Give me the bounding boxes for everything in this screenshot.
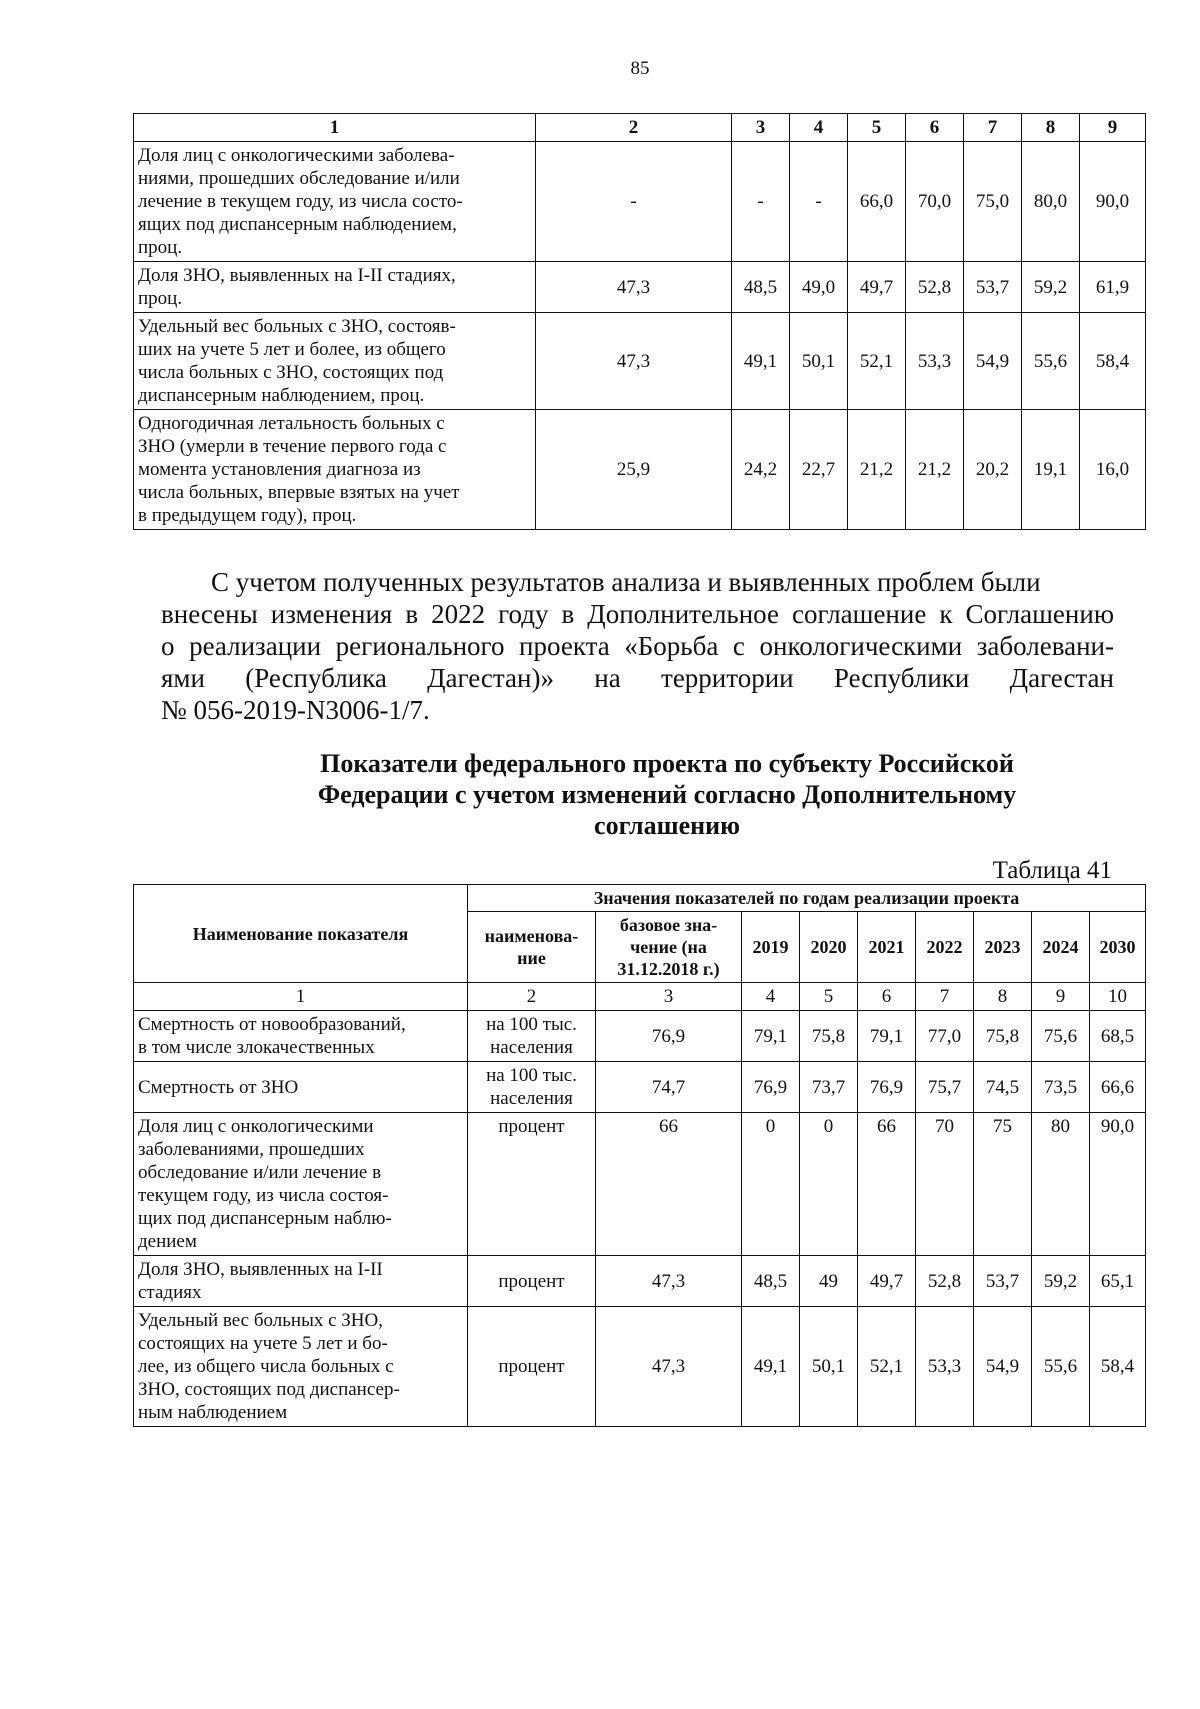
text-line: Доля лиц с онкологическими [138,1116,374,1137]
text-line: в том числе злокачественных [138,1037,375,1058]
base-value: 74,7 [596,1062,742,1113]
paragraph-line: ями (Республика Дагестан)» на территории Республики Дагестан [161,663,1114,693]
column-number: 5 [848,114,906,142]
value-cell: 52,1 [848,313,906,410]
text-line: ным наблюдением [138,1402,288,1423]
unit-cell: процент [468,1307,596,1427]
value-cell: 80,0 [1022,142,1080,262]
value-cell: 75,0 [964,142,1022,262]
indicator-name [134,313,536,410]
paragraph-line: внесены изменения в 2022 году в Дополнительное соглашение к Соглашению [161,599,1114,629]
text-line: заболеваниями, прошедших [138,1139,365,1160]
text-line: лечение в текущем году, из числа состо- [138,191,463,212]
base-value: 76,9 [596,1011,742,1062]
value-cell: 50,1 [800,1307,858,1427]
header-year: 2024 [1032,912,1090,983]
value-cell: 73,5 [1032,1062,1090,1113]
value-cell: 79,1 [742,1011,800,1062]
column-number: 9 [1080,114,1146,142]
value-cell: 76,9 [858,1062,916,1113]
value-cell: 0 [742,1113,800,1256]
value-cell: - [732,142,790,262]
text-line: проц. [138,288,183,309]
table-row [134,313,1146,410]
value-cell: 48,5 [732,262,790,313]
column-number: 8 [1022,114,1080,142]
header-group: Значения показателей по годам реализации проекта [468,885,1146,912]
paragraph-line: № 056-2019-N3006-1/7. [161,695,430,725]
value-cell: 21,2 [848,410,906,530]
text-line: в предыдущем году), проц. [138,505,357,526]
value-cell: 25,9 [536,410,732,530]
paragraph-line: о реализации регионального проекта «Борьба с онкологическими заболевани- [161,631,1114,661]
text-line: текущем году, из числа состоя- [138,1185,389,1206]
unit-cell [468,1011,596,1062]
title-line: Показатели федерального проекта по субъекту Российской [320,749,1014,778]
text-line: числа больных с ЗНО, состоящих под [138,362,444,383]
text-line: момента установления диагноза из [138,459,421,480]
text-line: ЗНО, состоящих под диспансер- [138,1379,400,1400]
indicator-name [134,1256,468,1307]
value-cell: 19,1 [1022,410,1080,530]
value-cell: 77,0 [916,1011,974,1062]
text-line: щих под диспансерным наблю- [138,1208,392,1229]
header-line: 31.12.2018 г.) [617,959,720,979]
indicator-name [134,1011,468,1062]
section-title [200,748,1134,841]
text-line: проц. [138,237,183,258]
header-year: 2019 [742,912,800,983]
body-paragraph [161,566,1114,726]
table-row [134,142,1146,262]
value-cell: 53,7 [974,1256,1032,1307]
indicator-name [134,142,536,262]
table-row [134,262,1146,313]
value-cell: 59,2 [1032,1256,1090,1307]
federal-project-indicators-table [133,884,1146,1427]
text-line: ших на учете 5 лет и более, из общего [138,339,446,360]
title-line: Федерации с учетом изменений согласно Дополнительному [317,780,1017,809]
unit-cell [468,1062,596,1113]
indicator-name [134,410,536,530]
value-cell: 53,3 [906,313,964,410]
value-cell: 75,7 [916,1062,974,1113]
unit-cell: процент [468,1256,596,1307]
text-line: дением [138,1231,197,1252]
value-cell: 58,4 [1080,313,1146,410]
header-year: 2023 [974,912,1032,983]
header-base-value [596,912,742,983]
text-line: стадиях [138,1282,202,1303]
text-line: лее, из общего числа больных с [138,1356,394,1377]
value-cell: 73,7 [800,1062,858,1113]
text-line: Смертность от новообразований, [138,1014,406,1035]
column-number: 2 [536,114,732,142]
column-number: 7 [916,983,974,1011]
value-cell: 79,1 [858,1011,916,1062]
text-line: населения [490,1088,573,1109]
column-number: 3 [596,983,742,1011]
table-label: Таблица 41 [992,857,1112,884]
value-cell: - [790,142,848,262]
value-cell: 66 [858,1113,916,1256]
value-cell: 75,6 [1032,1011,1090,1062]
text-line: обследование и/или лечение в [138,1162,382,1183]
header-line: чение (на [630,937,707,957]
header-line: наименова- [484,926,579,946]
table-row [134,1011,1146,1062]
text-line: Удельный вес больных с ЗНО, состояв- [138,316,456,337]
table-row [134,1062,1146,1113]
value-cell: 70,0 [906,142,964,262]
value-cell: 49 [800,1256,858,1307]
base-value: 47,3 [596,1256,742,1307]
paragraph-line: С учетом полученных результатов анализа и выявленных проблем были [211,567,1041,597]
value-cell: 24,2 [732,410,790,530]
value-cell: 75,8 [974,1011,1032,1062]
value-cell: 76,9 [742,1062,800,1113]
base-value: 66 [596,1113,742,1256]
value-cell: 90,0 [1080,142,1146,262]
value-cell: 75 [974,1113,1032,1256]
header-line: ние [517,948,546,968]
value-cell: 49,7 [858,1256,916,1307]
indicator-name [134,1307,468,1427]
header-row [134,885,1146,912]
value-cell: 52,8 [916,1256,974,1307]
header-line: базовое зна- [619,915,718,935]
value-cell: 53,3 [916,1307,974,1427]
value-cell: 65,1 [1090,1256,1146,1307]
column-number: 4 [742,983,800,1011]
value-cell: 49,7 [848,262,906,313]
indicator-name: Смертность от ЗНО [134,1062,468,1113]
text-line: состоящих на учете 5 лет и бо- [138,1333,388,1354]
value-cell: 0 [800,1113,858,1256]
value-cell: 59,2 [1022,262,1080,313]
text-line: Доля лиц с онкологическими заболева- [138,145,455,166]
value-cell: 48,5 [742,1256,800,1307]
header-unit [468,912,596,983]
value-cell: 52,1 [858,1307,916,1427]
text-line: Доля ЗНО, выявленных на I-II стадиях, [138,265,456,286]
value-cell: 70 [916,1113,974,1256]
value-cell: 54,9 [974,1307,1032,1427]
value-cell: - [536,142,732,262]
text-line: ниями, прошедших обследование и/или [138,168,460,189]
header-year: 2030 [1090,912,1146,983]
text-line: Одногодичная летальность больных с [138,413,445,434]
text-line: числа больных, впервые взятых на учет [138,482,460,503]
title-line: соглашению [594,811,740,840]
value-cell: 16,0 [1080,410,1146,530]
table-row [134,1256,1146,1307]
text-line: ящих под диспансерным наблюдением, [138,214,457,235]
column-number: 5 [800,983,858,1011]
value-cell: 68,5 [1090,1011,1146,1062]
value-cell: 74,5 [974,1062,1032,1113]
value-cell: 53,7 [964,262,1022,313]
value-cell: 21,2 [906,410,964,530]
header-year: 2021 [858,912,916,983]
text-line: Доля ЗНО, выявленных на I-II [138,1259,383,1280]
indicators-table-continued [133,113,1146,530]
table-row [134,1307,1146,1427]
header-year: 2020 [800,912,858,983]
value-cell: 47,3 [536,262,732,313]
value-cell: 58,4 [1090,1307,1146,1427]
value-cell: 22,7 [790,410,848,530]
column-number-row [134,983,1146,1011]
value-cell: 47,3 [536,313,732,410]
value-cell: 49,1 [742,1307,800,1427]
column-number: 9 [1032,983,1090,1011]
text-line: ЗНО (умерли в течение первого года с [138,436,447,457]
value-cell: 90,0 [1090,1113,1146,1256]
column-number: 1 [134,114,536,142]
value-cell: 66,0 [848,142,906,262]
column-number: 10 [1090,983,1146,1011]
column-number: 7 [964,114,1022,142]
column-number: 2 [468,983,596,1011]
value-cell: 61,9 [1080,262,1146,313]
value-cell: 66,6 [1090,1062,1146,1113]
column-number: 3 [732,114,790,142]
value-cell: 55,6 [1032,1307,1090,1427]
column-number-row [134,114,1146,142]
header-indicator: Наименование показателя [134,885,468,983]
column-number: 1 [134,983,468,1011]
column-number: 4 [790,114,848,142]
table-row [134,410,1146,530]
indicator-name [134,262,536,313]
header-year: 2022 [916,912,974,983]
value-cell: 52,8 [906,262,964,313]
text-line: на 100 тыс. [486,1065,577,1086]
page-number: 85 [630,58,650,79]
text-line: диспансерным наблюдением, проц. [138,385,425,406]
indicator-name [134,1113,468,1256]
value-cell: 55,6 [1022,313,1080,410]
unit-cell: процент [468,1113,596,1256]
value-cell: 49,0 [790,262,848,313]
text-line: на 100 тыс. [486,1014,577,1035]
value-cell: 54,9 [964,313,1022,410]
text-line: населения [490,1037,573,1058]
value-cell: 75,8 [800,1011,858,1062]
column-number: 8 [974,983,1032,1011]
value-cell: 80 [1032,1113,1090,1256]
value-cell: 50,1 [790,313,848,410]
column-number: 6 [858,983,916,1011]
base-value: 47,3 [596,1307,742,1427]
text-line: Удельный вес больных с ЗНО, [138,1310,383,1331]
value-cell: 20,2 [964,410,1022,530]
value-cell: 49,1 [732,313,790,410]
column-number: 6 [906,114,964,142]
table-row [134,1113,1146,1256]
